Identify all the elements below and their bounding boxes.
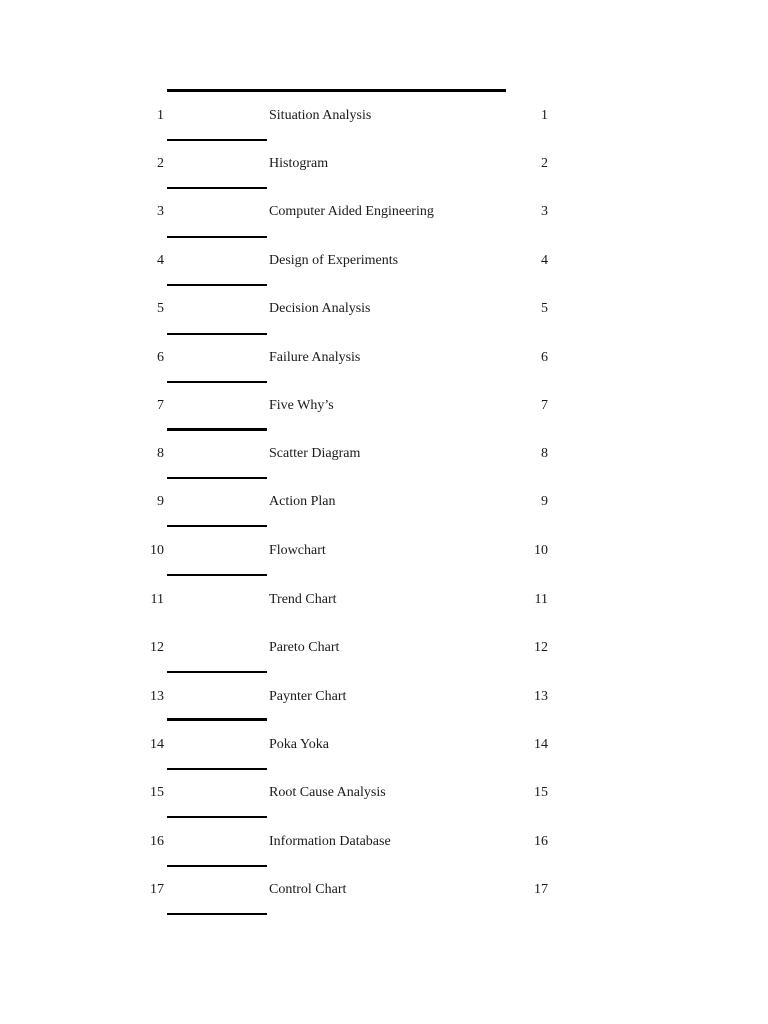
entry-number: 16: [150, 834, 164, 849]
toc-row: [0, 154, 768, 174]
toc-row: [0, 687, 768, 707]
entry-title: Failure Analysis: [269, 350, 361, 365]
entry-number: 7: [157, 398, 164, 413]
entry-page: 11: [534, 592, 548, 607]
entry-title: Computer Aided Engineering: [269, 204, 434, 219]
entry-number: 15: [150, 785, 164, 800]
entry-number: 2: [157, 156, 164, 171]
row-rule: [167, 477, 267, 479]
entry-page: 10: [534, 543, 548, 558]
row-rule: [167, 236, 267, 238]
entry-number: 6: [157, 350, 164, 365]
top-rule: [167, 89, 506, 92]
toc-row: [0, 638, 768, 658]
row-rule: [167, 381, 267, 383]
toc-row: [0, 348, 768, 368]
entry-number: 12: [150, 640, 164, 655]
entry-page: 6: [541, 350, 548, 365]
entry-page: 16: [534, 834, 548, 849]
entry-page: 8: [541, 446, 548, 461]
toc-row: [0, 590, 768, 610]
toc-row: [0, 299, 768, 319]
row-rule: [167, 671, 267, 673]
toc-row: [0, 541, 768, 561]
row-rule: [167, 525, 267, 527]
entry-page: 1: [541, 108, 548, 123]
row-rule: [167, 574, 267, 576]
entry-page: 13: [534, 689, 548, 704]
entry-page: 2: [541, 156, 548, 171]
entry-page: 9: [541, 494, 548, 509]
entry-page: 5: [541, 301, 548, 316]
entry-number: 14: [150, 737, 164, 752]
entry-page: 3: [541, 204, 548, 219]
entry-title: Paynter Chart: [269, 689, 347, 704]
row-rule: [167, 139, 267, 141]
entry-title: Flowchart: [269, 543, 326, 558]
entry-number: 3: [157, 204, 164, 219]
entry-title: Decision Analysis: [269, 301, 371, 316]
entry-page: 15: [534, 785, 548, 800]
entry-number: 1: [157, 108, 164, 123]
entry-title: Information Database: [269, 834, 391, 849]
toc-row: [0, 202, 768, 222]
toc-row: [0, 880, 768, 900]
entry-title: Design of Experiments: [269, 253, 399, 268]
entry-title: Situation Analysis: [269, 108, 372, 123]
entry-title: Poka Yoka: [269, 737, 329, 752]
entry-number: 4: [157, 253, 164, 268]
entry-title: Scatter Diagram: [269, 446, 361, 461]
entry-page: 7: [541, 398, 548, 413]
entry-title: Control Chart: [269, 882, 347, 897]
row-rule: [167, 816, 267, 818]
row-rule: [167, 333, 267, 335]
entry-number: 10: [150, 543, 164, 558]
toc-row: [0, 832, 768, 852]
entry-page: 4: [541, 253, 548, 268]
toc-row: [0, 106, 768, 126]
toc-row: [0, 444, 768, 464]
entry-title: Action Plan: [269, 494, 336, 509]
row-rule: [167, 865, 267, 867]
entry-title: Histogram: [269, 156, 329, 171]
entry-title: Pareto Chart: [269, 640, 340, 655]
row-rule: [167, 187, 267, 189]
entry-number: 8: [157, 446, 164, 461]
row-rule: [167, 284, 267, 286]
entry-title: Five Why’s: [269, 398, 334, 413]
toc-row: [0, 251, 768, 271]
entry-number: 5: [157, 301, 164, 316]
entry-page: 17: [534, 882, 548, 897]
entry-title: Trend Chart: [269, 592, 337, 607]
toc-row: [0, 735, 768, 755]
entry-number: 11: [150, 592, 164, 607]
entry-number: 13: [150, 689, 164, 704]
entry-page: 12: [534, 640, 548, 655]
row-rule: [167, 913, 267, 915]
entry-number: 17: [150, 882, 164, 897]
toc-row: [0, 396, 768, 416]
entry-title: Root Cause Analysis: [269, 785, 386, 800]
entry-number: 9: [157, 494, 164, 509]
row-rule: [167, 768, 267, 770]
entry-page: 14: [534, 737, 548, 752]
row-rule: [167, 718, 267, 721]
row-rule: [167, 428, 267, 431]
toc-row: [0, 492, 768, 512]
toc-row: [0, 783, 768, 803]
